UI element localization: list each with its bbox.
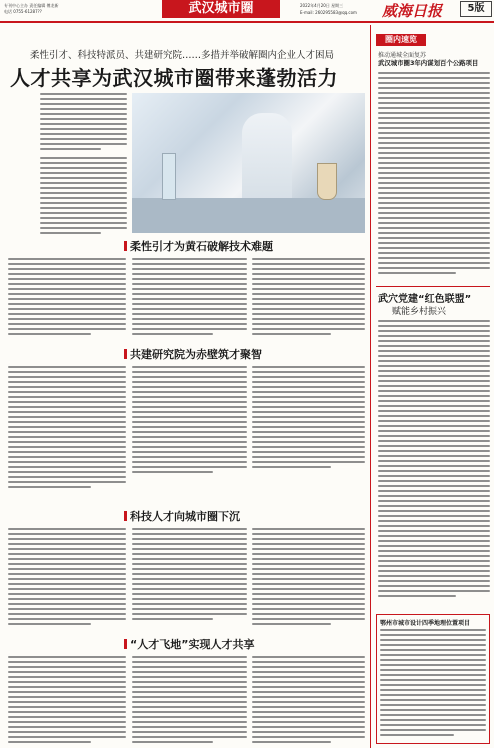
- body-col-2a: [8, 366, 126, 496]
- sidebar-news2-body: [378, 320, 490, 610]
- body-col-2b: [132, 366, 247, 496]
- section-name: 武汉城市圈: [188, 1, 254, 16]
- body-col-1a: [8, 258, 126, 338]
- section-marker-icon: [124, 349, 127, 359]
- section-marker-icon: [124, 639, 127, 649]
- section-heading-4-text: “人才飞地”实现人才共享: [130, 638, 255, 651]
- body-col-4a: [8, 656, 126, 746]
- sidebar-table-title: 鄂州市城市设计四季地理位置项目: [380, 620, 471, 627]
- section-heading-4: [124, 636, 254, 652]
- sidebar-news1-subtitle: 推动通城全面复苏: [378, 52, 427, 59]
- sidebar-news2-subtitle: 赋能乡村振兴: [392, 307, 447, 317]
- article-headline: 人才共享为武汉城市圈带来蓬勃活力: [10, 66, 338, 90]
- body-col-3b: [132, 528, 247, 628]
- section-name-banner: [162, 0, 280, 18]
- masthead-email: E-mail: 260295583@qq.com: [300, 10, 357, 15]
- section-marker-icon: [124, 241, 127, 251]
- laboratory-photo: [132, 93, 365, 233]
- sidebar-rule-1: [376, 286, 490, 287]
- page-number-badge: [460, 1, 492, 17]
- section-heading-3-text: 科技人才向城市圈下沉: [130, 510, 240, 523]
- intro-text-block: [40, 93, 127, 233]
- photo-lab-bench: [132, 198, 365, 233]
- body-col-1c: [252, 258, 365, 338]
- sidebar-news1-title: 武汉城市圈3年内谋划百个公路项目: [378, 59, 479, 67]
- section-heading-2-text: 共建研究院为赤壁筑才聚智: [130, 348, 262, 361]
- sidebar-news2-title: 武穴党建“红色联盟”: [378, 294, 472, 305]
- body-col-2c: [252, 366, 365, 496]
- body-col-3a: [8, 528, 126, 628]
- section-marker-icon: [124, 511, 127, 521]
- article-subhead: 柔性引才、科技特派员、共建研究院……多措并举破解圈内企业人才困局: [30, 50, 335, 61]
- body-col-4b: [132, 656, 247, 746]
- sidebar-news1-body: [378, 72, 490, 282]
- sidebar-section-label: 圈内速览: [385, 35, 417, 44]
- masthead-info-2: 电话 0755-61287??: [4, 9, 42, 14]
- section-heading-3: [124, 508, 240, 524]
- page-number: 5版: [467, 3, 485, 14]
- sidebar-table-grid: [380, 629, 486, 739]
- issue-date: 2022年4月20日 星期三: [300, 3, 344, 8]
- sidebar-table-box: [376, 614, 490, 744]
- sidebar-section-banner: [376, 34, 426, 46]
- section-heading-2: [124, 346, 262, 362]
- photo-lab-glassware: [162, 153, 176, 200]
- column-divider: [370, 25, 371, 748]
- masthead-info-1: 专刊中心主办 责任编辑 傅龙新: [4, 3, 59, 8]
- masthead-rule: [0, 21, 494, 23]
- body-col-4c: [252, 656, 365, 746]
- section-heading-1: [124, 238, 273, 254]
- section-heading-1-text: 柔性引才为黄石破解技术难题: [130, 240, 273, 253]
- photo-lab-flask: [317, 163, 337, 200]
- body-col-1b: [132, 258, 247, 338]
- body-col-3c: [252, 528, 365, 628]
- paper-name-logo: 威海日报: [382, 2, 443, 20]
